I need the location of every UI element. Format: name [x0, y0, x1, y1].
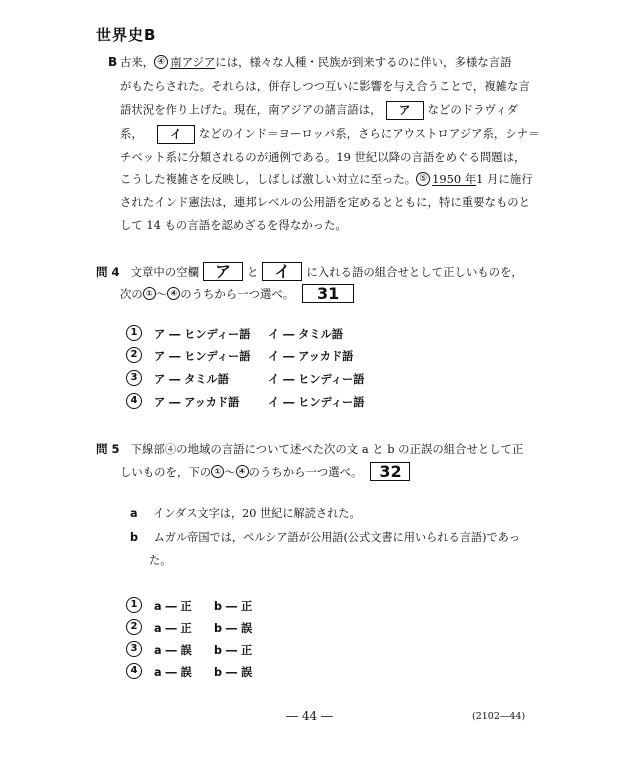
passage-text: などのインド＝ヨーロッパ系，さらにアウストロアジア系，シナ＝ [198, 126, 540, 141]
passage-text: 1 月に施行 [476, 172, 533, 186]
option-b-text: b ― 正 [214, 644, 253, 657]
underlined-term-1950: 1950 年 [432, 172, 477, 186]
question-4-line-1 [96, 261, 523, 281]
question-4-text: と [246, 265, 259, 279]
question-4-number: 問 4 [96, 265, 120, 279]
option-b-text: イ ― タミル語 [268, 328, 343, 341]
range-end-4: ④ [167, 287, 180, 300]
question-4-text: に入れる語の組合せとして正しいものを， [306, 265, 523, 279]
passage-label: B [108, 55, 118, 69]
option-b-text: イ ― ヒンディー語 [268, 373, 365, 386]
passage-line-2: がもたらされた。それらは，併存しつつ互いに影響を与え合うことで，複雑な言 [120, 79, 530, 93]
statement-label: a [130, 507, 138, 520]
question-4-text: 次の [120, 287, 143, 301]
question-5-line-2 [120, 461, 410, 481]
q4-blank-box-i: イ [262, 262, 302, 281]
q4-option-1[interactable] [126, 325, 426, 343]
underline-marker-4: ④ [154, 55, 168, 69]
option-number-1: 1 [126, 597, 142, 613]
underlined-term-south-asia: 南アジア [170, 55, 216, 69]
option-b-text: b ― 誤 [214, 622, 253, 635]
statement-text: インダス文字は，20 世紀に解読された。 [153, 507, 361, 520]
passage-line-3 [120, 101, 518, 120]
option-a-text: a ― 誤 [154, 644, 192, 657]
passage-line-8: して 14 もの言語を認めざるを得なかった。 [120, 218, 347, 232]
blank-box-i: イ [157, 125, 195, 144]
question-5-text: 下線部④の地域の言語について述べた次の文 a と b の正誤の組合せとして正 [130, 442, 524, 456]
range-start-1: ① [143, 287, 156, 300]
passage-text: 系， [120, 126, 143, 141]
option-a-text: a ― 正 [154, 600, 192, 613]
q5-option-2[interactable] [126, 619, 326, 637]
question-5-line-1 [96, 438, 523, 457]
option-a-text: a ― 正 [154, 622, 192, 635]
answer-box-31: 31 [302, 284, 354, 303]
question-5-number: 問 5 [96, 442, 120, 456]
tilde: ～ [224, 465, 236, 479]
statement-label: b [130, 531, 139, 544]
passage-line-5: チベット系に分類されるのが通例である。19 世紀以降の言語をめぐる問題は， [120, 150, 526, 164]
question-4-text: 文章中の空欄 [130, 265, 199, 279]
passage-line-6 [120, 171, 533, 187]
option-b-text: イ ― ヒンディー語 [268, 396, 365, 409]
question-4-text: のうちから一つ選べ。 [180, 287, 295, 301]
passage-text: などのドラヴィダ [427, 102, 518, 117]
page-number: ― 44 ― [286, 709, 333, 723]
tilde: ～ [155, 287, 168, 301]
option-number-4: 4 [126, 393, 142, 409]
statement-text: ムガル帝国では，ペルシア語が公用語(公式文書に用いられる言語)であっ [153, 531, 520, 544]
underline-marker-5: ⑤ [416, 172, 430, 186]
statement-a [130, 505, 361, 521]
q4-option-2[interactable] [126, 347, 426, 365]
subject-title: 世界史B [96, 26, 157, 44]
passage-text: には，様々な人種・民族が到来するのに伴い，多様な言語 [215, 55, 512, 69]
q5-option-4[interactable] [126, 663, 326, 681]
option-a-text: ア ― タミル語 [154, 373, 229, 386]
page-code: (2102―44) [472, 711, 526, 722]
passage-text: こうした複雑さを反映し，しばしば激しい対立に至った。 [120, 172, 417, 186]
passage-line-4 [120, 125, 540, 144]
option-number-1: 1 [126, 325, 142, 341]
q4-option-4[interactable] [126, 393, 426, 411]
passage-line-1 [120, 54, 511, 70]
option-number-2: 2 [126, 347, 142, 363]
blank-box-a: ア [386, 101, 424, 120]
question-5-text: のうちから一つ選べ。 [248, 465, 363, 479]
question-5-text: しいものを，下の [120, 465, 212, 479]
q5-option-3[interactable] [126, 641, 326, 659]
range-end-4: ④ [236, 465, 249, 478]
q4-option-3[interactable] [126, 370, 426, 388]
answer-box-32: 32 [370, 462, 410, 481]
option-b-text: イ ― アッカド語 [268, 350, 354, 363]
option-a-text: ア ― ヒンディー語 [154, 328, 251, 341]
passage-text: 古来， [120, 55, 155, 69]
option-a-text: ア ― アッカド語 [154, 396, 240, 409]
option-number-4: 4 [126, 663, 142, 679]
passage-line-7: されたインド憲法は，連邦レベルの公用語を定めるとともに，特に重要なものと [120, 195, 531, 209]
q4-blank-box-a: ア [203, 262, 243, 281]
option-a-text: a ― 誤 [154, 666, 192, 679]
statement-b-continued: た。 [149, 554, 172, 567]
question-4-line-2 [120, 283, 354, 303]
q5-option-1[interactable] [126, 597, 326, 615]
option-number-3: 3 [126, 641, 142, 657]
option-a-text: ア ― ヒンディー語 [154, 350, 251, 363]
statement-b [130, 529, 520, 545]
option-number-2: 2 [126, 619, 142, 635]
range-start-1: ① [211, 465, 224, 478]
option-b-text: b ― 正 [214, 600, 253, 613]
option-number-3: 3 [126, 370, 142, 386]
option-b-text: b ― 誤 [214, 666, 253, 679]
passage-text: 語状況を作り上げた。現在，南アジアの諸言語は， [120, 102, 382, 117]
